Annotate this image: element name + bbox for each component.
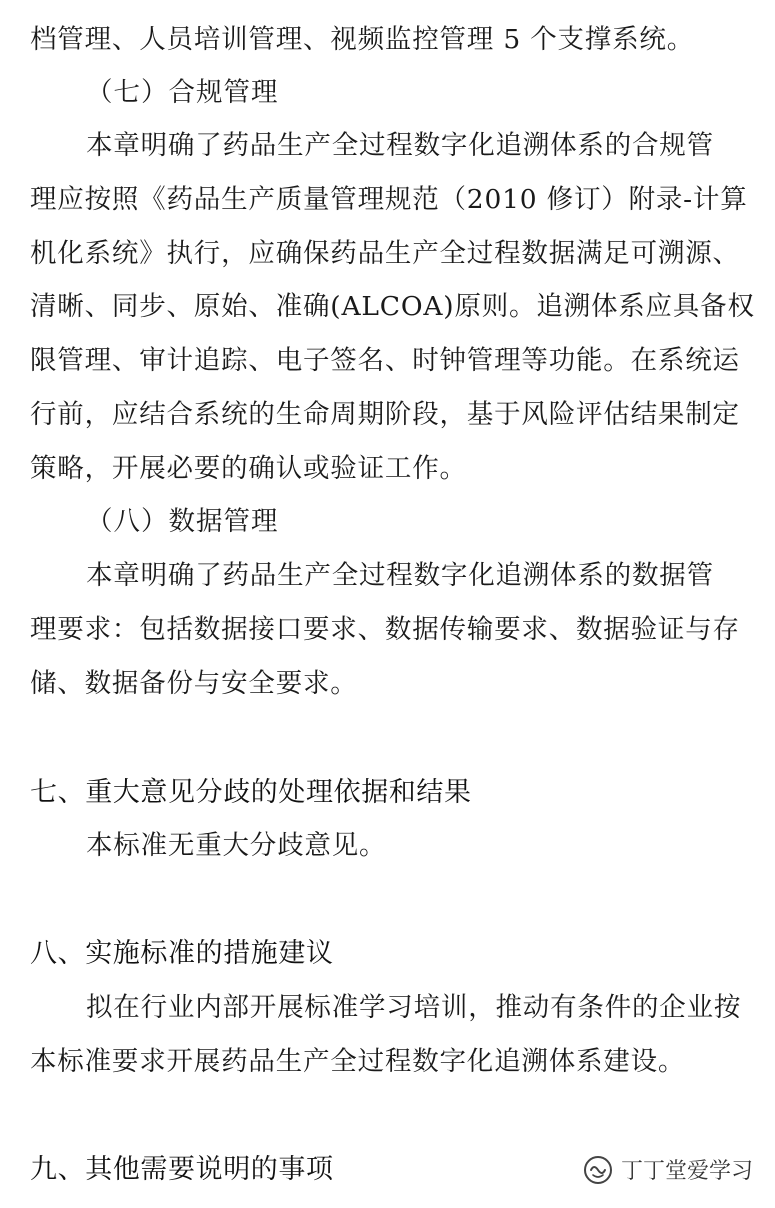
watermark (583, 1154, 753, 1185)
section-heading-8: 八、实施标准的措施建议 (30, 938, 334, 969)
text-line: 拟在行业内部开展标准学习培训，推动有条件的企业按 (86, 992, 742, 1023)
text-line: 限管理、审计追踪、电子签名、时钟管理等功能。在系统运 (30, 345, 740, 376)
text-line: 本标准无重大分歧意见。 (86, 830, 387, 861)
text-line: 档管理、人员培训管理、视频监控管理 5 个支撑系统。 (30, 24, 695, 55)
text-line: 理应按照《药品生产质量管理规范（2010 修订）附录-计算 (30, 184, 748, 215)
subheading-data-management: （八）数据管理 (86, 506, 279, 537)
text-line: 储、数据备份与安全要求。 (30, 668, 358, 699)
text-line: 机化系统》执行，应确保药品生产全过程数据满足可溯源、 (30, 238, 740, 269)
text-line: 本标准要求开展药品生产全过程数字化追溯体系建设。 (30, 1046, 686, 1077)
text-line: 清晰、同步、原始、准确(ALCOA)原则。追溯体系应具备权 (30, 291, 755, 322)
text-line: 本章明确了药品生产全过程数字化追溯体系的数据管 (86, 560, 714, 591)
watermark-label: 丁丁堂爱学习 (620, 1159, 753, 1184)
text-line: 行前，应结合系统的生命周期阶段，基于风险评估结果制定 (30, 399, 740, 430)
text-line: 策略，开展必要的确认或验证工作。 (30, 453, 467, 484)
subheading-compliance: （七）合规管理 (86, 77, 279, 108)
text-line: 理要求：包括数据接口要求、数据传输要求、数据验证与存 (30, 614, 740, 645)
section-heading-7: 七、重大意见分歧的处理依据和结果 (30, 777, 472, 808)
text-line: 本章明确了药品生产全过程数字化追溯体系的合规管 (86, 130, 714, 161)
wechat-channel-icon (583, 1155, 613, 1185)
section-heading-9: 九、其他需要说明的事项 (30, 1154, 334, 1185)
